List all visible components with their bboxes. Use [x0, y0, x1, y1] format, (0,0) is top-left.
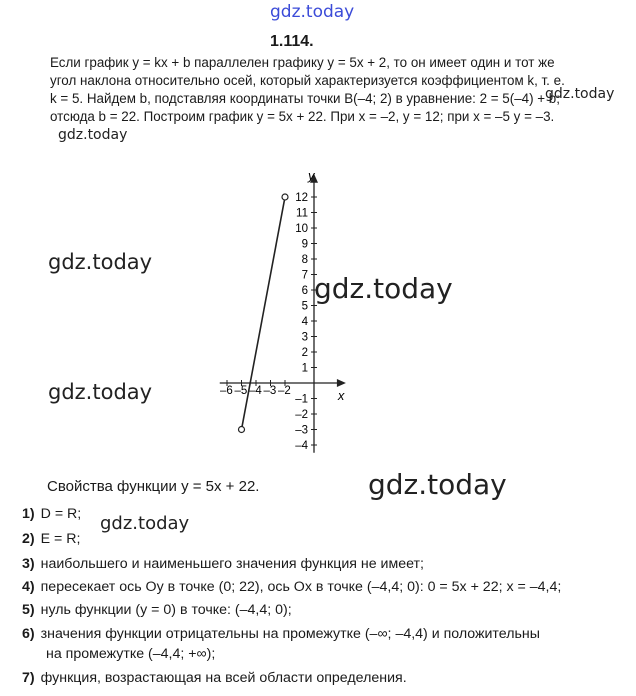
y-tick-label: –3 — [295, 424, 308, 437]
y-tick-label: 1 — [301, 362, 308, 375]
property-item: 4) пересекает ось Oy в точке (0; 22), ось Ox в точке (–4,4; 0): 0 = 5x + 22; x = –4,4; — [22, 579, 562, 595]
solution-line: Если график y = kx + b параллелен графику y = 5x + 2, то он имеет один и тот же — [50, 55, 555, 70]
solution-line: k = 5. Найдем b, подставляя координаты точки B(–4; 2) в уравнение: 2 = 5(–4) + b; — [50, 91, 560, 106]
x-axis-label: x — [337, 388, 345, 403]
y-tick-label: 7 — [301, 269, 308, 282]
property-item: 7) функция, возрастающая на всей области определения. — [22, 670, 407, 686]
properties-title: Свойства функции y = 5x + 22. — [47, 478, 260, 495]
x-tick-label: –3 — [263, 385, 277, 398]
x-tick-label: –4 — [249, 385, 262, 398]
property-item: 2) E = R; — [22, 531, 81, 547]
property-item: 5) нуль функции (y = 0) в точке: (–4,4; 0); — [22, 602, 292, 618]
y-tick-label: 2 — [301, 347, 308, 359]
watermark: gdz.today — [314, 272, 453, 305]
watermark: gdz.today — [48, 380, 153, 404]
watermark: gdz.today — [368, 468, 507, 501]
y-tick-label: 12 — [295, 192, 308, 204]
property-item: 1) D = R; — [22, 506, 82, 522]
y-tick-label: 5 — [301, 300, 308, 313]
watermark: gdz.today — [100, 513, 190, 534]
x-tick-label: –2 — [278, 385, 291, 398]
x-tick-label: –6 — [220, 385, 233, 398]
y-tick-label: 9 — [301, 238, 308, 251]
y-tick-label: 10 — [295, 223, 308, 235]
y-tick-label: 6 — [301, 285, 308, 297]
data-point — [282, 194, 288, 200]
property-item: на промежутке (–4,4; +∞); — [46, 646, 216, 662]
y-tick-label: 8 — [301, 254, 308, 266]
solution-line: угол наклона относительно осей, который характеризуется коэффициентом k, т. е. — [50, 73, 565, 88]
y-tick-label: 3 — [301, 331, 308, 344]
y-tick-label: 4 — [301, 316, 308, 328]
watermark: gdz.today — [270, 2, 355, 22]
y-tick-label: –4 — [295, 440, 308, 452]
y-tick-label: –2 — [295, 409, 308, 421]
y-tick-label: –1 — [295, 393, 308, 406]
y-tick-label: 11 — [296, 207, 308, 220]
property-item: 3) наибольшего и наименьшего значения функция не имеет; — [22, 556, 424, 572]
data-point — [239, 427, 245, 433]
x-axis-arrow — [337, 379, 346, 387]
y-axis-label: y — [308, 167, 315, 183]
solution-line: отсюда b = 22. Построим график y = 5x + 22. При x = –2, y = 12; при x = –5 y = –3. — [50, 109, 555, 124]
watermark: gdz.today — [48, 250, 153, 274]
x-tick-label: –5 — [234, 385, 248, 398]
watermark: gdz.today — [545, 86, 615, 102]
property-item: 6) значения функции отрицательны на промежутке (–∞; –4,4) и положительны — [22, 626, 540, 642]
watermark: gdz.today — [58, 127, 128, 143]
problem-number: 1.114. — [270, 33, 314, 50]
